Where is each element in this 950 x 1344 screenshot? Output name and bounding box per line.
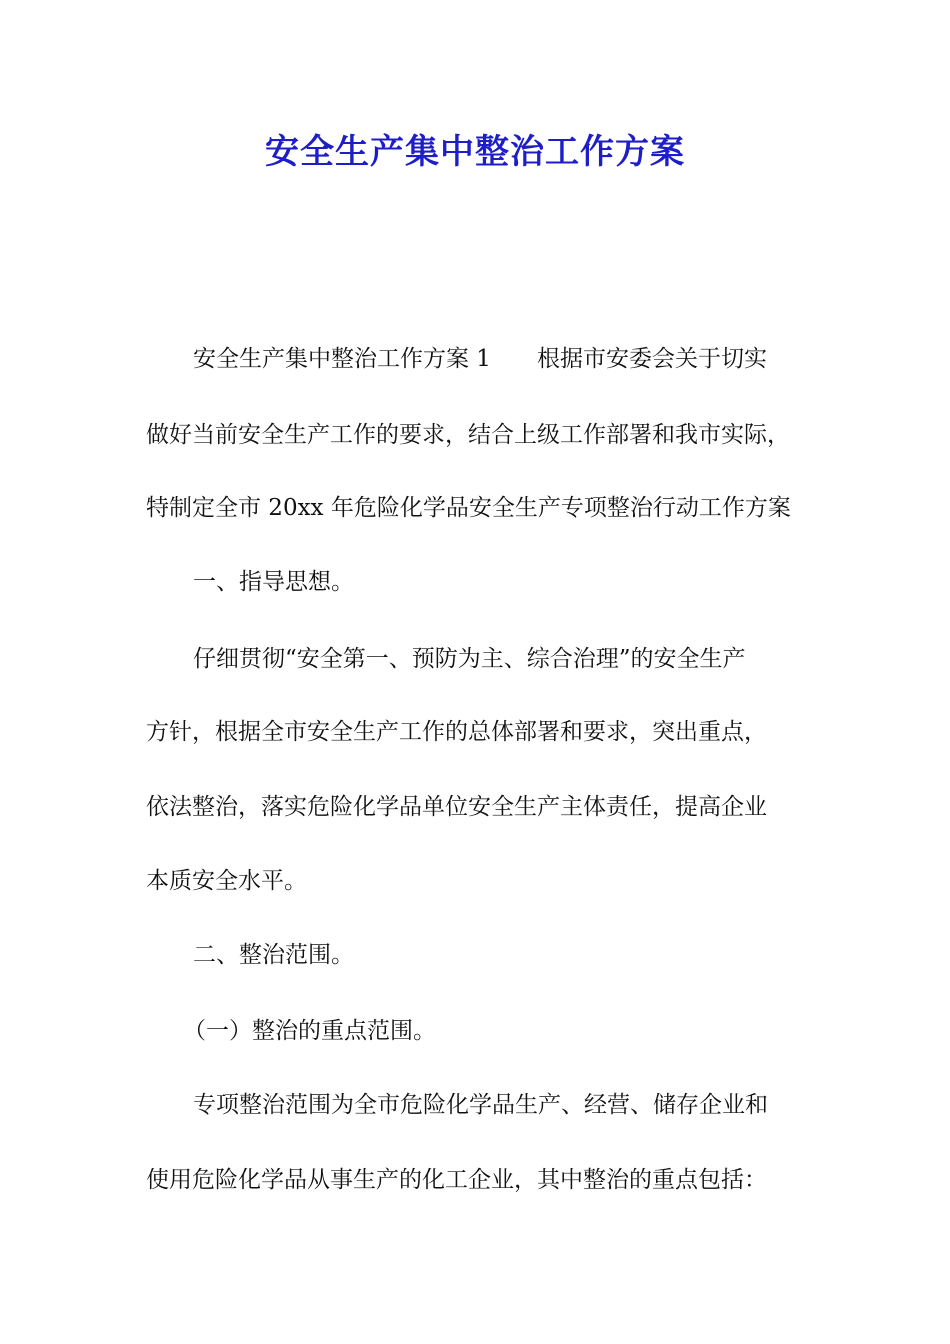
paragraph-line <box>193 342 767 376</box>
document-title: 安全生产集中整治工作方案 <box>265 132 685 172</box>
subsection-heading: （一）整治的重点范围。 <box>183 1018 436 1044</box>
paragraph-line: 专项整治范围为全市危险化学品生产、经营、储存企业和 <box>193 1092 768 1118</box>
paragraph-line: 依法整治，落实危险化学品单位安全生产主体责任，提高企业 <box>146 794 767 820</box>
paragraph-line: 仔细贯彻“安全第一、预防为主、综合治理”的安全生产 <box>193 646 746 672</box>
paragraph-line: 方针，根据全市安全生产工作的总体部署和要求，突出重点， <box>146 719 767 745</box>
paragraph-line: 使用危险化学品从事生产的化工企业，其中整治的重点包括： <box>146 1167 767 1193</box>
text-segment: 安全生产集中整治工作方案 1 <box>193 346 491 372</box>
paragraph-line: 做好当前安全生产工作的要求，结合上级工作部署和我市实际， <box>146 422 790 448</box>
section-heading: 二、整治范围。 <box>193 942 354 968</box>
paragraph-line: 本质安全水平。 <box>146 868 307 894</box>
paragraph-line: 特制定全市 20xx 年危险化学品安全生产专项整治行动工作方案 <box>146 495 791 521</box>
text-segment: 根据市安委会关于切实 <box>536 346 767 372</box>
section-heading: 一、指导思想。 <box>193 569 354 595</box>
